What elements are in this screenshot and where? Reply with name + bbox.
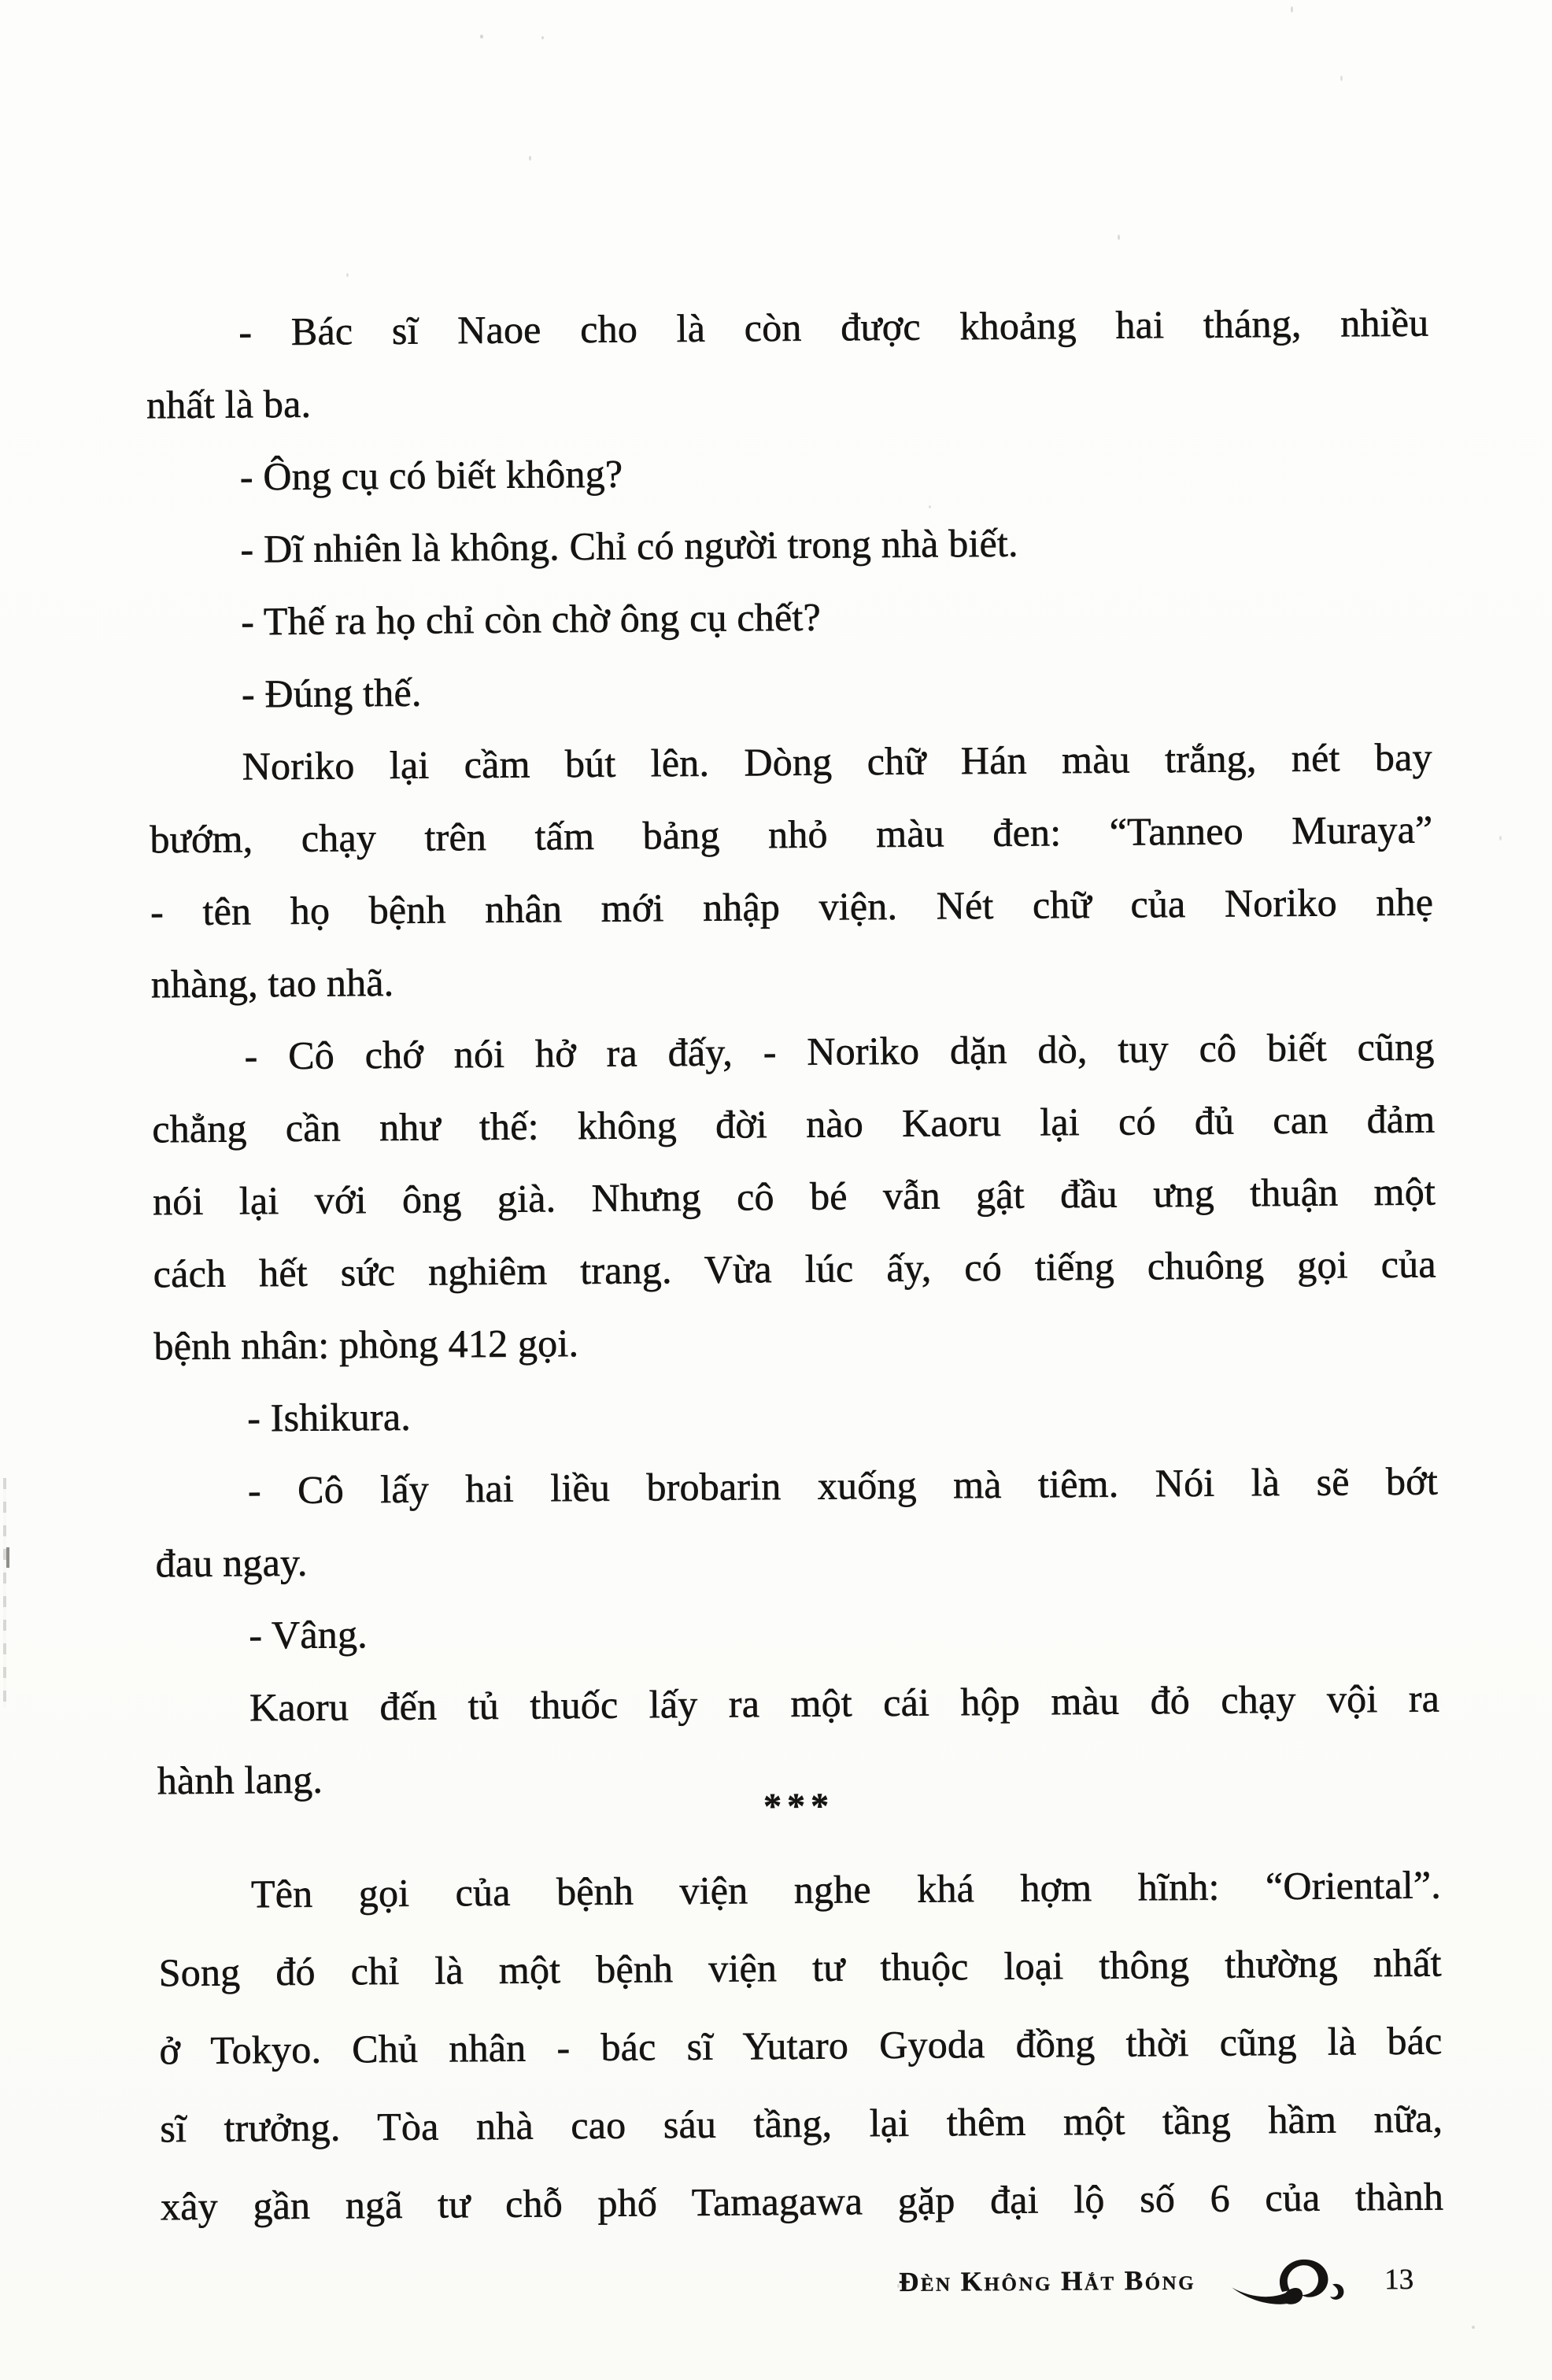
scan-edge-mark xyxy=(6,1547,9,1568)
page-footer xyxy=(899,2251,1414,2311)
running-title: Đèn Không Hắt Bóng xyxy=(898,2264,1196,2297)
text-line: Kaoru đến tủ thuốc lấy ra một cái hộp màu đỏ chạy vội ra xyxy=(249,1676,1440,1730)
text-line: - Đúng thế. xyxy=(241,670,422,716)
section-separator: *** xyxy=(763,1785,835,1827)
text-line: - Bác sĩ Naoe cho là còn được khoảng hai tháng, nhiều xyxy=(238,300,1429,354)
wave-ornament-icon xyxy=(1227,2254,1347,2307)
text-line: - Thế ra họ chỉ còn chờ ông cụ chết? xyxy=(241,594,822,644)
scan-speck xyxy=(897,2284,900,2288)
text-line: nhất là ba. xyxy=(146,381,312,427)
text-line: - Cô lấy hai liều brobarin xuống mà tiêm. Nói là sẽ bớt xyxy=(247,1458,1439,1513)
text-line: xây gần ngã tư chỗ phố Tamagawa gặp đại lộ số 6 của thành xyxy=(160,2174,1444,2229)
text-line: hành lang. xyxy=(157,1757,323,1803)
page-text-block xyxy=(146,286,1443,2246)
text-line: - Ishikura. xyxy=(247,1394,412,1440)
text-section-2 xyxy=(158,1846,1444,2246)
text-line: sĩ trưởng. Tòa nhà cao sáu tầng, lại thêm một tầng hầm nữa, xyxy=(160,2096,1443,2151)
scan-speck xyxy=(1118,235,1120,240)
scan-speck xyxy=(529,156,531,161)
text-line: Tên gọi của bệnh viện nghe khá hợm hĩnh: “Oriental”. xyxy=(250,1862,1442,1916)
text-line: Song đó chỉ là một bệnh viện tư thuộc loại thông thường nhất xyxy=(158,1940,1442,1995)
text-line: - Cô chớ nói hở ra đấy, - Noriko dặn dò, tuy cô biết cũng xyxy=(244,1024,1435,1078)
text-line: chẳng cần như thế: không đời nào Kaoru lại có đủ can đảm xyxy=(152,1096,1436,1151)
scan-speck xyxy=(346,273,349,277)
text-line: - tên họ bệnh nhân mới nhập viện. Nét chữ của Noriko nhẹ xyxy=(150,879,1434,934)
text-line: - Ông cụ có biết không? xyxy=(239,451,623,499)
text-section-1 xyxy=(146,286,1440,1817)
text-line: bệnh nhân: phòng 412 gọi. xyxy=(153,1321,579,1369)
text-line: đau ngay. xyxy=(155,1539,308,1586)
text-line: cách hết sức nghiêm trang. Vừa lúc ấy, có tiếng chuông gọi của xyxy=(153,1241,1436,1296)
scan-speck xyxy=(1472,2326,1475,2329)
scan-speck xyxy=(929,505,931,508)
text-line: Noriko lại cầm bút lên. Dòng chữ Hán màu trắng, nét bay xyxy=(242,734,1432,789)
text-line: nhàng, tao nhã. xyxy=(150,959,394,1007)
text-line: - Dĩ nhiên là không. Chỉ có người trong nhà biết. xyxy=(240,520,1018,571)
scan-edge-streak xyxy=(3,1478,6,1708)
text-line: - Vâng. xyxy=(249,1612,368,1658)
page-number: 13 xyxy=(1384,2263,1414,2296)
scan-speck xyxy=(541,36,544,39)
text-line: bướm, chạy trên tấm bảng nhỏ màu đen: “Tanneo Muraya” xyxy=(150,807,1433,862)
text-line: nói lại với ông già. Nhưng cô bé vẫn gật đầu ưng thuận một xyxy=(152,1169,1436,1224)
text-line: ở Tokyo. Chủ nhân - bác sĩ Yutaro Gyoda đồng thời cũng là bác xyxy=(159,2018,1443,2073)
scan-speck xyxy=(1340,76,1343,81)
scan-speck xyxy=(1291,6,1293,13)
scan-speck xyxy=(480,35,483,39)
scan-speck xyxy=(1499,836,1502,841)
